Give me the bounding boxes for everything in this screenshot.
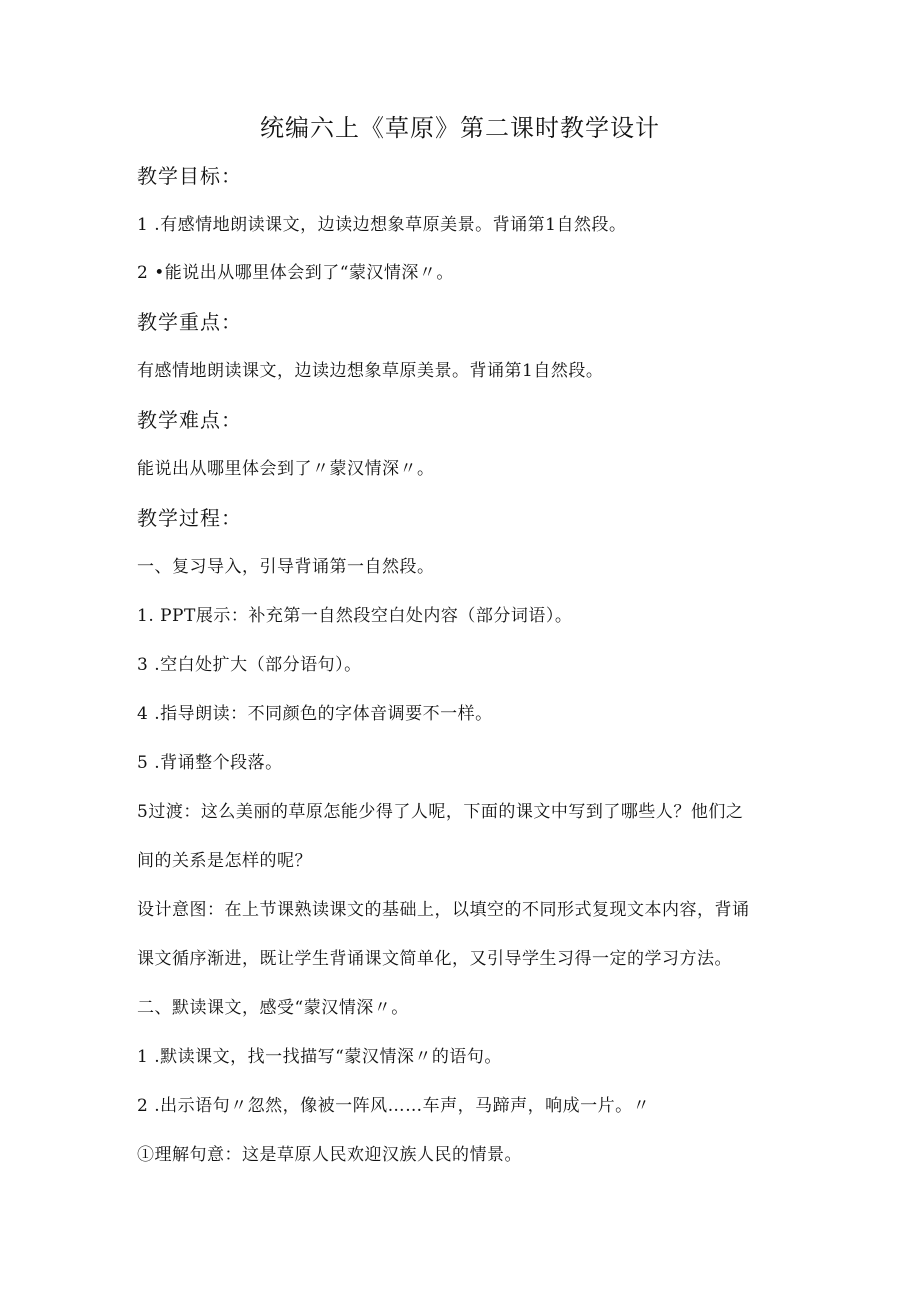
design-intent-line-2: 课文循序渐进，既让学生背诵课文简单化，又引导学生习得一定的学习方法。 bbox=[137, 949, 732, 969]
transition-line-1: 5过渡：这么美丽的草原怎能少得了人呢，下面的课文中写到了哪些人？他们之 bbox=[137, 802, 744, 822]
process-step-3: 3 .空白处扩大（部分语句）。 bbox=[137, 655, 362, 675]
heading-process: 教学过程： bbox=[137, 506, 242, 530]
design-intent-line-1: 设计意图：在上节课熟读课文的基础上，以填空的不同形式复现文本内容，背诵 bbox=[137, 900, 750, 920]
section-two-step-2: 2 .出示语句〃忽然，像被一阵风……车声，马蹄声，响成一片。〃 bbox=[137, 1096, 651, 1116]
process-step-1: 1. PPT展示：补充第一自然段空白处内容（部分词语）。 bbox=[137, 606, 573, 626]
key-points-text: 有感情地朗读课文，边读边想象草原美景。背诵第1自然段。 bbox=[137, 361, 604, 381]
process-step-5: 5 .背诵整个段落。 bbox=[137, 753, 283, 773]
document-title: 统编六上《草原》第二课时教学设计 bbox=[260, 114, 660, 142]
heading-difficulties: 教学难点： bbox=[137, 408, 242, 432]
transition-line-2: 间的关系是怎样的呢？ bbox=[137, 851, 312, 871]
heading-key-points: 教学重点： bbox=[137, 310, 242, 334]
objective-item-2: 2 •能说出从哪里体会到了“蒙汉情深〃。 bbox=[137, 263, 454, 283]
heading-objectives: 教学目标： bbox=[137, 164, 242, 188]
section-one-heading: 一、复习导入，引导背诵第一自然段。 bbox=[137, 557, 435, 577]
section-two-heading: 二、默读课文，感受“蒙汉情深〃。 bbox=[137, 998, 409, 1018]
difficulties-text: 能说出从哪里体会到了〃蒙汉情深〃。 bbox=[137, 459, 435, 479]
section-two-step-1: 1 .默读课文，找一找描写“蒙汉情深〃的语句。 bbox=[137, 1047, 502, 1067]
objective-item-1: 1 .有感情地朗读课文，边读边想象草原美景。背诵第1自然段。 bbox=[137, 215, 627, 235]
process-step-4: 4 .指导朗读：不同颜色的字体音调要不一样。 bbox=[137, 704, 493, 724]
sentence-understanding: ①理解句意：这是草原人民欢迎汉族人民的情景。 bbox=[137, 1145, 522, 1165]
